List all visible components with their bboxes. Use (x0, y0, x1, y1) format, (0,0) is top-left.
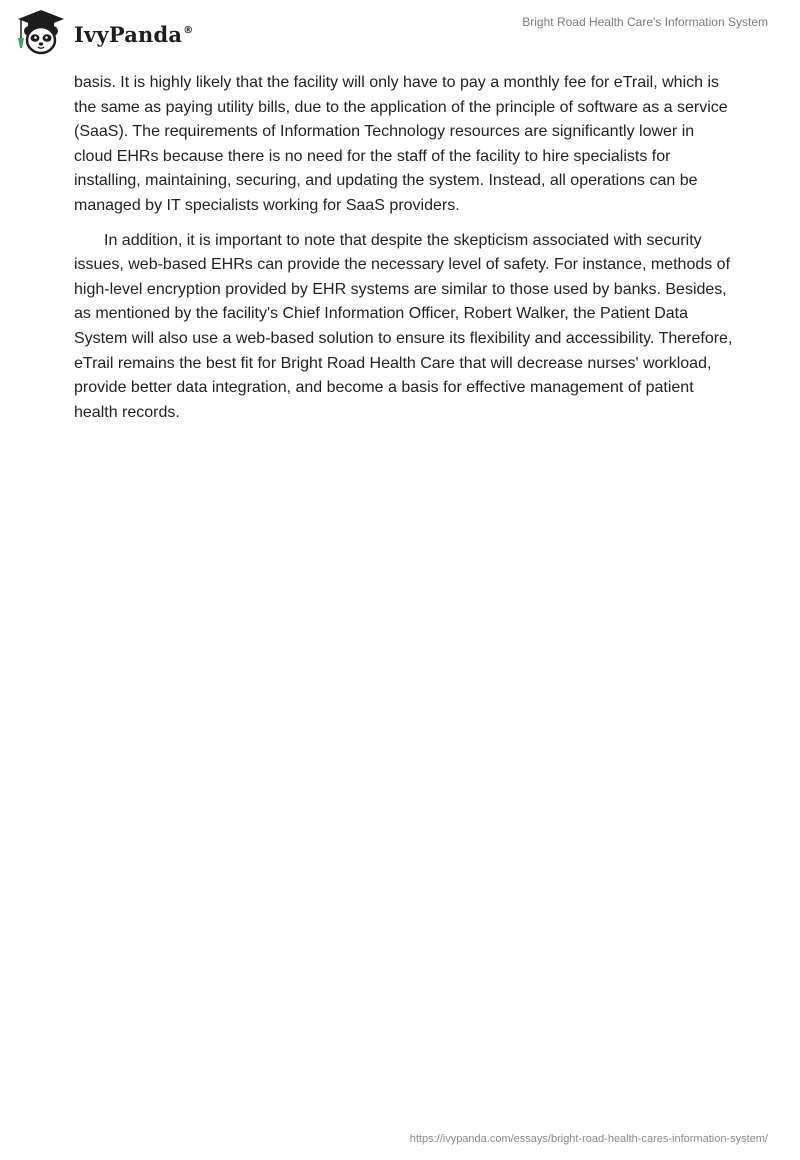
page-header (0, 0, 800, 70)
paragraph-continuation: basis. It is highly likely that the facility will only have to pay a monthly fee for eTrail, which is the same as paying utility bills, due to the application of the principle of software as a service (SaaS). The requirements of Information Technology resources are significantly lower in cloud EHRs because there is no need for the staff of the facility to hire specialists for installing, maintaining, securing, and updating the system. Instead, all operations can be managed by IT specialists working for SaaS providers. (74, 74, 728, 214)
source-url-link[interactable]: https://ivypanda.com/essays/bright-road-health-cares-information-system/ (409, 1133, 768, 1145)
ivypanda-logo[interactable] (14, 8, 193, 56)
logo-wordmark: IvyPanda® (74, 21, 194, 47)
paragraph: In addition, it is important to note that despite the skepticism associated with security issues, web-based EHRs can provide the necessary level of safety. For instance, methods of high-level encryption provided by EHR systems are similar to those used by banks. Besides, as mentioned by the facility's Chief Information Officer, Robert Walker, the Patient Data System will also use a web-based solution to ensure its flexibility and accessibility. Therefore, eTrail remains the best fit for Bright Road Health Care that will decrease nurses' workload, provide better data integration, and become a basis for effective management of patient health records. (74, 231, 733, 421)
panda-graduate-logo-icon (14, 8, 68, 56)
document-body (74, 71, 734, 435)
document-running-title: Bright Road Health Care's Information System (522, 15, 768, 29)
registered-mark: ® (183, 24, 194, 36)
